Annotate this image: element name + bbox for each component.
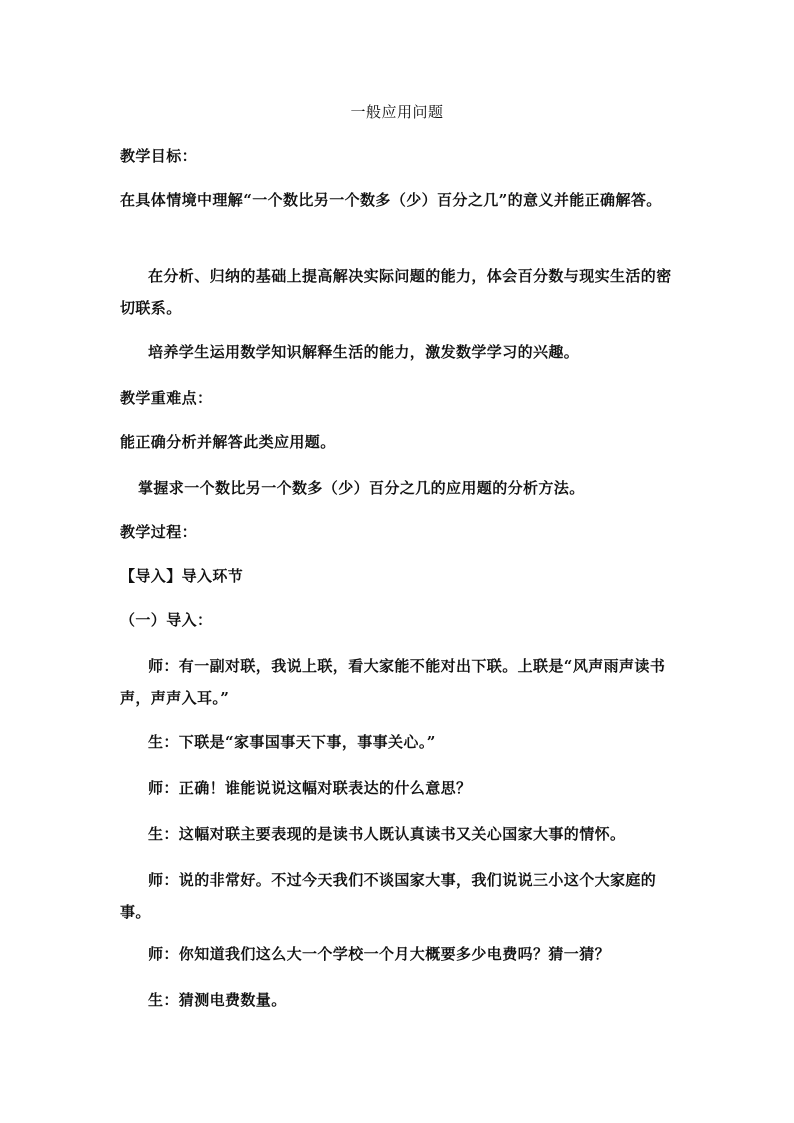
paragraph-objective-3: 培养学生运用数学知识解释生活的能力，激发数学学习的兴趣。 [148,343,580,361]
paragraph-key-point-2: 掌握求一个数比另一个数多（少）百分之几的应用题的分析方法。 [138,479,585,497]
dialogue-line-5: 师：说的非常好。不过今天我们不谈国家大事，我们说说三小这个大家庭的事。 [120,871,657,921]
dialogue-line-6: 师：你知道我们这么大一个学校一个月大概要多少电费吗？猜一猜？ [148,945,611,963]
document-title: 一般应用问题 [350,103,444,121]
subheading-intro: （一）导入： [120,611,213,629]
dialogue-line-7: 生：猜测电费数量。 [148,991,287,1009]
section-heading-key-points: 教学重难点： [120,389,213,407]
section-heading-intro: 【导入】导入环节 [120,567,244,585]
dialogue-line-2: 生：下联是“家事国事天下事，事事关心。” [148,733,436,751]
dialogue-line-1: 师：有一副对联，我说上联，看大家能不能对出下联。上联是“风声雨声读书声，声声入耳。” [120,657,666,707]
dialogue-line-3: 师：正确！谁能说说这幅对联表达的什么意思？ [148,779,472,797]
paragraph-objective-2: 在分析、归纳的基础上提高解决实际问题的能力，体会百分数与现实生活的密切联系。 [120,267,672,317]
section-heading-objectives: 教学目标： [120,147,198,165]
paragraph-objective-1: 在具体情境中理解“一个数比另一个数多（少）百分之几”的意义并能正确解答。 [120,191,662,209]
section-heading-process: 教学过程： [120,523,198,541]
dialogue-line-4: 生：这幅对联主要表现的是读书人既认真读书又关心国家大事的情怀。 [148,825,626,843]
paragraph-key-point-1: 能正确分析并解答此类应用题。 [120,433,336,451]
